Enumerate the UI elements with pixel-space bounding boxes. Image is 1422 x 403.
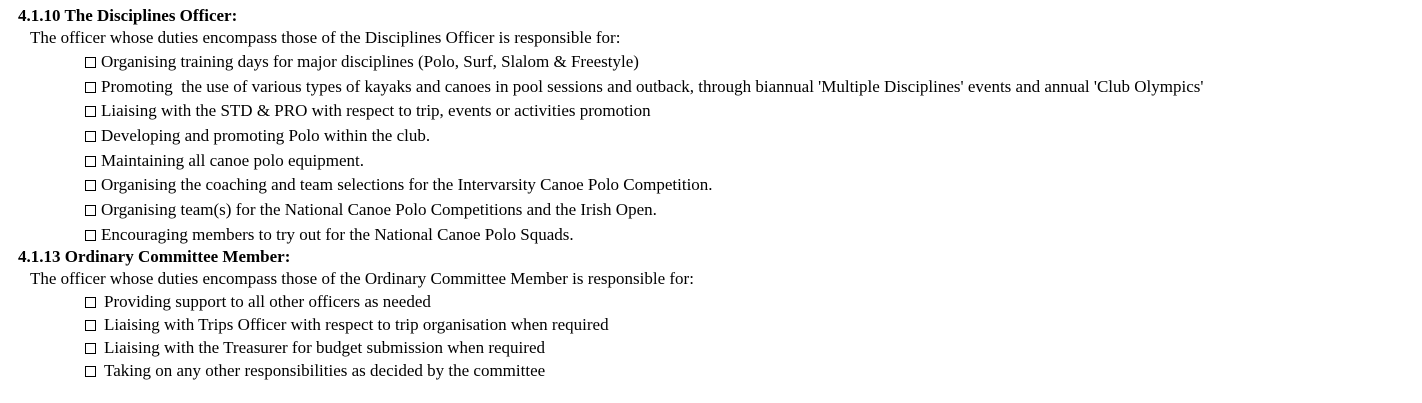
- checkbox-square-icon: [85, 131, 96, 142]
- list-item-text: Organising team(s) for the National Canoe Polo Competitions and the Irish Open.: [101, 200, 657, 219]
- list-item: [85, 225, 574, 245]
- list-item-text: Providing support to all other officers as needed: [104, 292, 431, 311]
- section-intro-ordinary-committee-member: The officer whose duties encompass those of the Ordinary Committee Member is responsible for:: [30, 269, 694, 288]
- list-item-text: Developing and promoting Polo within the club.: [101, 126, 431, 145]
- list-item: [85, 200, 657, 220]
- list-item: [85, 315, 609, 335]
- list-item: [85, 175, 713, 195]
- list-item-text: Organising training days for major disciplines (Polo, Surf, Slalom & Freestyle): [101, 52, 639, 71]
- checkbox-square-icon: [85, 156, 96, 167]
- list-item: [85, 361, 545, 381]
- list-item: [85, 77, 1203, 97]
- section-heading-disciplines-officer: 4.1.10 The Disciplines Officer:: [18, 6, 238, 25]
- checkbox-square-icon: [85, 343, 96, 354]
- list-item: [85, 338, 545, 358]
- list-item-text: Liaising with the STD & PRO with respect to trip, events or activities promotion: [101, 101, 651, 120]
- list-item-text: Liaising with Trips Officer with respect to trip organisation when required: [104, 315, 609, 334]
- list-item: [85, 126, 430, 146]
- list-item-text: Taking on any other responsibilities as decided by the committee: [104, 361, 546, 380]
- section-heading-ordinary-committee-member: 4.1.13 Ordinary Committee Member:: [18, 247, 291, 266]
- checkbox-square-icon: [85, 57, 96, 68]
- list-item: [85, 101, 651, 121]
- list-item-text: Promoting the use of various types of kayaks and canoes in pool sessions and outback, through biannual 'Multiple Disciplines' events and annual 'Club Olympics': [101, 77, 1204, 96]
- list-item: [85, 52, 639, 72]
- checkbox-square-icon: [85, 366, 96, 377]
- list-item-text: Encouraging members to try out for the National Canoe Polo Squads.: [101, 225, 574, 244]
- checkbox-square-icon: [85, 106, 96, 117]
- checkbox-square-icon: [85, 205, 96, 216]
- section-intro-disciplines-officer: The officer whose duties encompass those of the Disciplines Officer is responsible for:: [30, 28, 621, 47]
- list-item: [85, 151, 364, 171]
- checkbox-square-icon: [85, 230, 96, 241]
- list-item-text: Maintaining all canoe polo equipment.: [101, 151, 364, 170]
- list-item-text: Organising the coaching and team selections for the Intervarsity Canoe Polo Competition.: [101, 175, 713, 194]
- list-item-text: Liaising with the Treasurer for budget submission when required: [104, 338, 545, 357]
- checkbox-square-icon: [85, 297, 96, 308]
- checkbox-square-icon: [85, 320, 96, 331]
- checkbox-square-icon: [85, 180, 96, 191]
- checkbox-square-icon: [85, 82, 96, 93]
- list-item: [85, 292, 431, 312]
